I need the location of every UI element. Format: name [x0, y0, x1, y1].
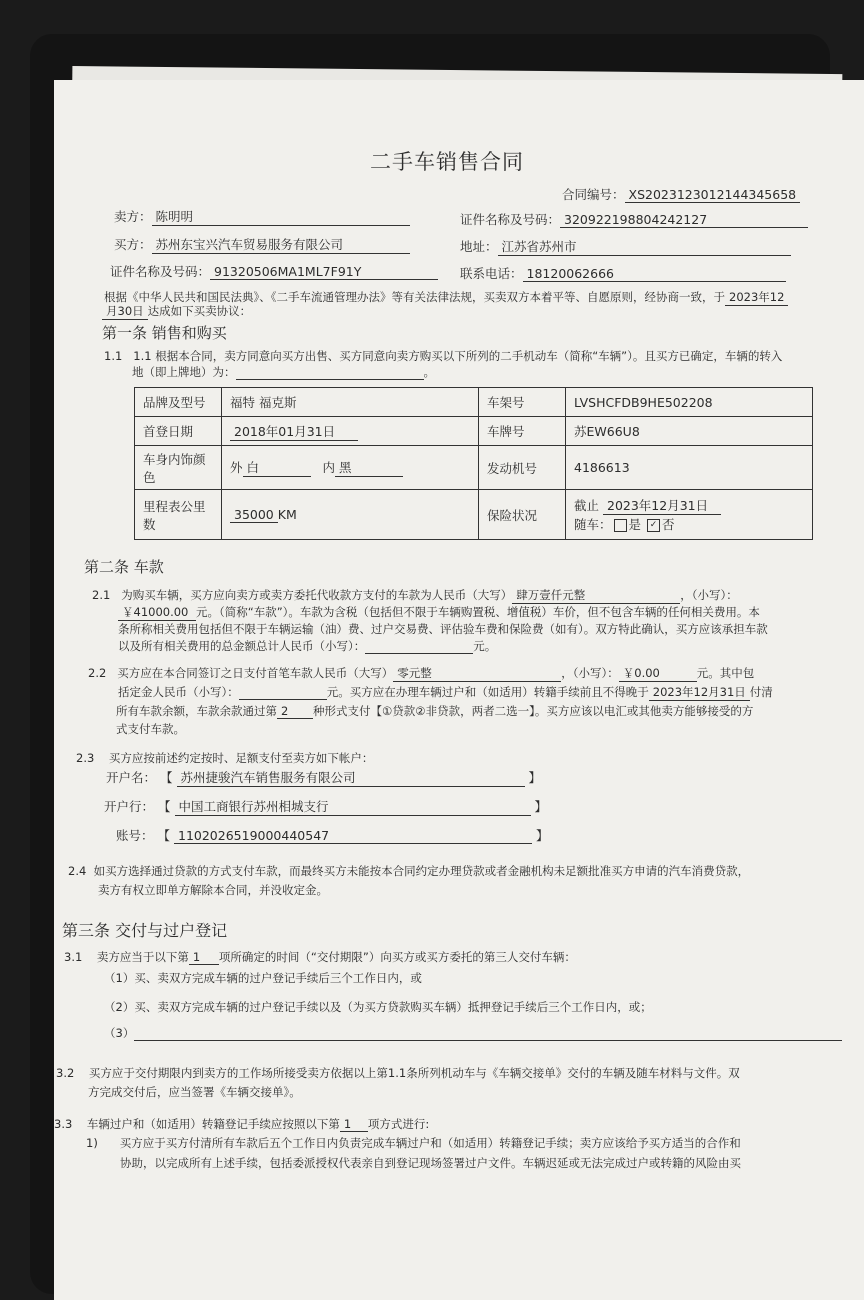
- brand-label: 品牌及型号: [135, 388, 222, 417]
- clause-3-3-item-1-line-2: 协助，以完成所有上述手续，包括委派授权代表亲自到登记现场签署过户文件。车辆迟延或无法完成过户或转籍的风险由买: [120, 1156, 741, 1170]
- account-name-line: 开户名： 【 苏州捷骏汽车销售服务有限公司 】: [106, 770, 541, 785]
- contract-number: 合同编号： XS2023123012144345658: [562, 185, 800, 203]
- clause-3-1: 3.1 卖方应当于以下第 1 项所确定的时间（“交付期限”）向买方或买方委托的第三人交付车辆：: [64, 950, 576, 964]
- clause-1-1-line-2: 地（即上牌地）为： 。: [132, 365, 435, 379]
- clause-2-4-line-1: 2.4 如买方选择通过贷款的方式支付车款，而最终买方未能按本合同约定办理贷款或者金融机构未足额批准买方申请的汽车消费贷款，: [68, 864, 750, 878]
- clause-2-2-line-3: 所有车款余额，车款余款通过第 2 种形式支付【①贷款②非贷款，两者二选一】。买方应该以电汇或其他卖方能够接受的方: [116, 704, 754, 718]
- checkbox-yes: [614, 519, 627, 532]
- preamble-line-2: 月30日 达成如下买卖协议：: [102, 303, 251, 320]
- preamble-line-1: 根据《中华人民共和国民法典》、《二手车流通管理办法》等有关法律法规，买卖双方本着平等、自愿原则，经协商一致，于 2023年12: [104, 289, 788, 306]
- clause-3-1-option-2: （2）买、卖双方完成车辆的过户登记手续以及（为买方贷款购买车辆）抵押登记手续后三个工作日内，或；: [104, 1000, 652, 1014]
- clause-2-2-line-1: 2.2 买方应在本合同签订之日支付首笔车款人民币（大写） 零元整 ，（小写）： ￥0.00 元。其中包: [88, 666, 755, 680]
- clause-3-2-line-1: 3.2 买方应于交付期限内到卖方的工作场所接受卖方依据以上第1.1条所列机动车与《车辆交接单》交付的车辆及随车材料与文件。双: [56, 1066, 740, 1080]
- seller-id-line: 证件名称及号码： 320922198804242127: [460, 210, 808, 228]
- buyer-name-line: 买方： 苏州东宝兴汽车贸易服务有限公司: [114, 235, 410, 254]
- clause-2-1-line-1: 2.1 为购买车辆，买方应向卖方或卖方委托代收款方支付的车款为人民币（大写） 肆万壹仟元整 ，（小写）：: [92, 588, 738, 602]
- clause-2-1-line-3: 条所称相关费用包括但不限于车辆运输（油）费、过户交易费、评估验车费和保险费（如有）。双方特此确认，买方应该承担车款: [118, 622, 768, 636]
- vin-label: 车架号: [479, 388, 566, 417]
- engine-label: 发动机号: [479, 446, 566, 490]
- mileage-cell: 35000 KM: [222, 490, 479, 540]
- clause-2-2-line-4: 式支付车款。: [116, 722, 185, 736]
- engine-value: 4186613: [566, 446, 813, 490]
- clause-2-2-line-2: 括定金人民币（小写）： 元。买方应在办理车辆过户和（如适用）转籍手续前且不得晚于 2023年12月31日 付清: [118, 685, 773, 699]
- buyer-phone-line: 联系电话： 18120062666: [460, 264, 786, 282]
- page-title: 二手车销售合同: [370, 150, 524, 174]
- clause-2-3: 2.3 买方应按前述约定按时、足额支付至卖方如下帐户：: [76, 751, 374, 765]
- checkbox-no-checked: ✓: [647, 519, 660, 532]
- reg-date-label: 首登日期: [135, 417, 222, 446]
- clause-3-3: 3.3 车辆过户和（如适用）转籍登记手续应按照以下第 1 项方式进行:: [54, 1117, 430, 1131]
- section-2-title: 第二条 车款: [84, 558, 164, 576]
- clause-2-1-line-2: ￥41000.00 元。（简称“车款”）。车款为含税（包括但不限于车辆购置税、增值税）车价，但不包含车辆的任何相关费用。本: [118, 604, 760, 621]
- insurance-cell: 截止 2023年12月31日 随车： 是 ✓ 否: [566, 490, 813, 540]
- vehicle-info-table: [134, 387, 813, 540]
- section-3-title: 第三条 交付与过户登记: [62, 921, 228, 940]
- account-number-line: 账号： 【 1102026519000440547 】: [116, 828, 549, 843]
- clause-3-1-option-3: （3）: [104, 1025, 842, 1041]
- color-cell: 外 白 内 黑: [222, 446, 479, 490]
- plate-label: 车牌号: [479, 417, 566, 446]
- section-1-title: 第一条 销售和购买: [102, 324, 227, 342]
- brand-value: 福特 福克斯: [222, 388, 479, 417]
- buyer-address-line: 地址： 江苏省苏州市: [460, 237, 791, 256]
- color-label: 车身内饰颜色: [135, 446, 222, 490]
- seller-name-line: 卖方： 陈明明: [114, 207, 410, 226]
- clause-1-1-line-1: 1.1 1.1 根据本合同，卖方同意向买方出售、买方同意向卖方购买以下所列的二手机动车（简称“车辆”）。且买方已确定，车辆的转入: [104, 349, 783, 363]
- reg-date-cell: [222, 417, 479, 446]
- buyer-id-line: 证件名称及号码： 91320506MA1ML7F91Y: [110, 262, 438, 280]
- mileage-label: 里程表公里数: [135, 490, 222, 540]
- clause-3-1-option-1: （1）买、卖双方完成车辆的过户登记手续后三个工作日内，或: [104, 971, 422, 985]
- clause-3-3-item-1-line-1: 1) 买方应于买方付清所有车款后五个工作日内负责完成车辆过户和（如适用）转籍登记手续；卖方应该给予买方适当的合作和: [86, 1136, 741, 1150]
- clause-2-4-line-2: 卖方有权立即单方解除本合同，并没收定金。: [98, 883, 328, 897]
- reg-date-value: 2018年01月31日: [230, 422, 358, 441]
- clause-3-2-line-2: 方完成交付后，应当签署《车辆交接单》。: [88, 1085, 301, 1099]
- plate-value: 苏EW66U8: [566, 417, 813, 446]
- vin-value: LVSHCFDB9HE502208: [566, 388, 813, 417]
- bank-line: 开户行： 【 中国工商银行苏州相城支行 】: [104, 799, 547, 814]
- insurance-label: 保险状况: [479, 490, 566, 540]
- clause-2-1-line-4: 以及所有相关费用的总金额总计人民币（小写）： 元。: [118, 639, 497, 653]
